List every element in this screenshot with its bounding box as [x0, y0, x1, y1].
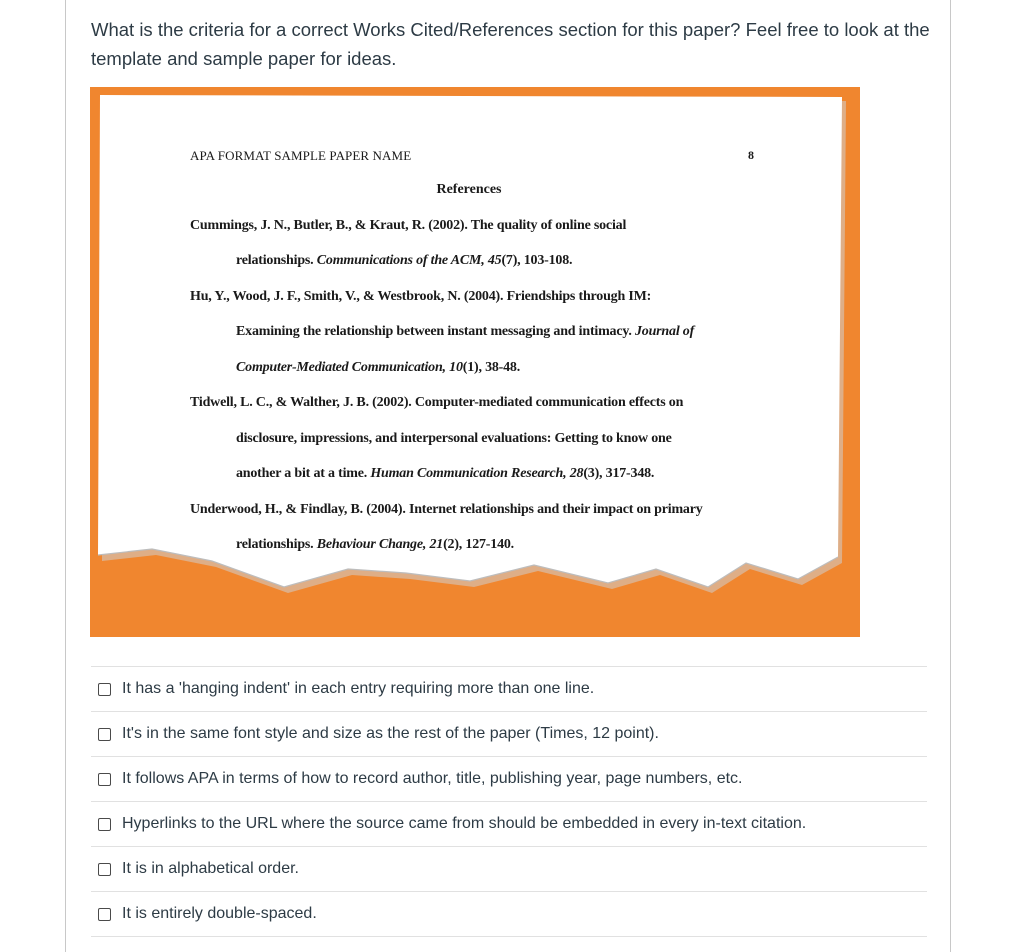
answer-option-double-spaced[interactable] — [91, 892, 927, 937]
answer-option-label: It is entirely double-spaced. — [122, 905, 317, 922]
answer-option-alphabetical[interactable] — [91, 847, 927, 892]
checkbox[interactable] — [98, 728, 111, 741]
reference-line: relationships. Behaviour Change, 21(2), 127-140. — [236, 537, 514, 552]
answer-option-label: It follows APA in terms of how to record author, title, publishing year, page numbers, etc. — [122, 770, 743, 787]
references-heading: References — [436, 182, 502, 197]
answer-option-label: It has a 'hanging indent' in each entry requiring more than one line. — [122, 680, 595, 697]
answer-option-follows-apa[interactable] — [91, 757, 927, 802]
reference-line: another a bit at a time. Human Communication Research, 28(3), 317-348. — [236, 466, 655, 481]
answer-option-same-font[interactable] — [91, 712, 927, 757]
checkbox[interactable] — [98, 818, 111, 831]
reference-line: Computer-Mediated Communication, 10(1), 38-48. — [236, 360, 521, 375]
question-text: What is the criteria for a correct Works Cited/References section for this paper? Feel free to look at the template and sample paper for ideas. — [91, 19, 930, 69]
answer-option-hyperlinks[interactable] — [91, 802, 927, 847]
sample-paper-text — [90, 87, 860, 637]
answer-option-hanging-indent[interactable] — [91, 667, 927, 712]
reference-line: Examining the relationship between instant messaging and intimacy. Journal of — [236, 324, 695, 339]
checkbox[interactable] — [98, 908, 111, 921]
reference-line: relationships. Communications of the ACM, 45(7), 103-108. — [236, 253, 573, 268]
checkbox[interactable] — [98, 863, 111, 876]
answer-option-label: It's in the same font style and size as the rest of the paper (Times, 12 point). — [122, 725, 659, 742]
checkbox[interactable] — [98, 683, 111, 696]
answer-option-label: It is in alphabetical order. — [122, 860, 299, 877]
reference-line: Underwood, H., & Findlay, B. (2004). Internet relationships and their impact on primary — [190, 502, 703, 517]
sample-paper-image — [90, 87, 860, 637]
reference-line: Cummings, J. N., Butler, B., & Kraut, R. (2002). The quality of online social — [190, 218, 627, 233]
paper-running-header: APA FORMAT SAMPLE PAPER NAME — [190, 148, 412, 163]
answer-options-list — [91, 666, 927, 937]
reference-line: disclosure, impressions, and interpersonal evaluations: Getting to know one — [236, 431, 672, 446]
quiz-question-card — [65, 0, 951, 952]
answer-option-label: Hyperlinks to the URL where the source came from should be embedded in every in-text citation. — [122, 815, 807, 832]
paper-page-number: 8 — [748, 148, 754, 162]
checkbox[interactable] — [98, 773, 111, 786]
reference-line: Hu, Y., Wood, J. F., Smith, V., & Westbrook, N. (2004). Friendships through IM: — [190, 289, 652, 304]
reference-line: Tidwell, L. C., & Walther, J. B. (2002). Computer-mediated communication effects on — [190, 395, 684, 410]
